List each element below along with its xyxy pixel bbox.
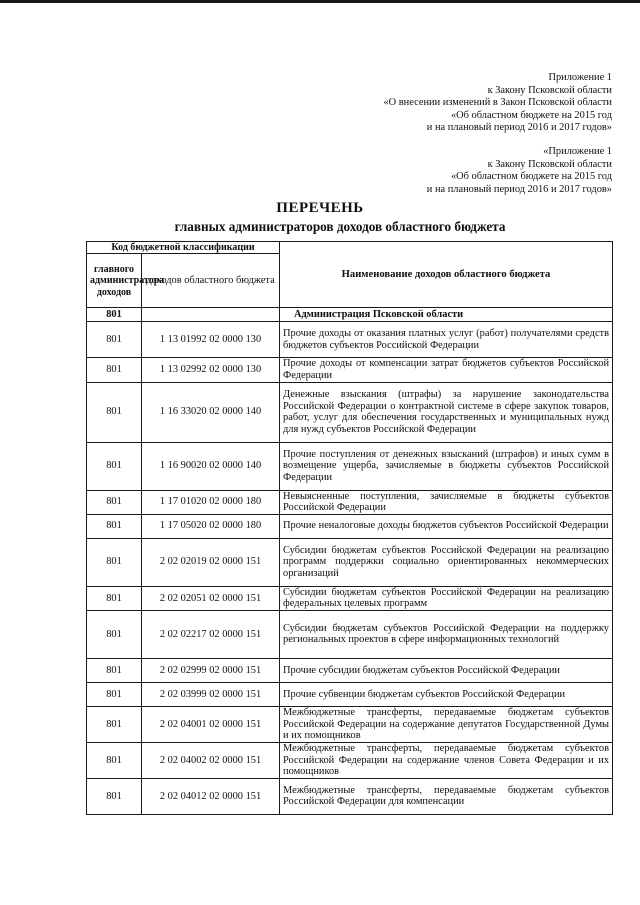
admin-code-cell: 801: [87, 382, 142, 442]
table-row: [87, 778, 613, 814]
annex-line: и на плановый период 2016 и 2017 годов»: [426, 122, 612, 134]
annex-line: «О внесении изменений в Закон Псковской области: [383, 97, 612, 109]
annex-line: к Закону Псковской области: [487, 84, 612, 96]
annex-line: и на плановый период 2016 и 2017 годов»: [426, 183, 612, 195]
income-code-cell: 2 02 02999 02 0000 151: [142, 658, 280, 682]
income-name-cell: Прочие поступления от денежных взысканий (штрафов) и иных сумм в возмещение ущерба, зачисляемые в бюджеты субъектов Российской Федерации: [280, 442, 613, 490]
scan-top-edge: [0, 0, 640, 3]
income-name-cell: Субсидии бюджетам субъектов Российской Федерации на реализацию программ поддержки социально ориентированных некоммерческих организаций: [280, 538, 613, 586]
income-name-cell: Межбюджетные трансферты, передаваемые бюджетам субъектов Российской Федерации на содержание депутатов Государственной Думы и их помощников: [280, 706, 613, 742]
income-code-cell: 1 17 05020 02 0000 180: [142, 514, 280, 538]
income-name-cell: Межбюджетные трансферты, передаваемые бюджетам субъектов Российской Федерации на содержание членов Совета Федерации и их помощников: [280, 742, 613, 778]
revenue-administrators-table: [86, 241, 613, 815]
income-name-cell: Прочие доходы от оказания платных услуг (работ) получателями средств бюджетов субъектов Российской Федерации: [280, 322, 613, 358]
table-row: [87, 586, 613, 610]
income-code-cell: 1 13 02992 02 0000 130: [142, 358, 280, 382]
annex-line: «Приложение 1: [543, 146, 612, 157]
table-row: [87, 322, 613, 358]
table-row: [87, 610, 613, 658]
income-name-cell: Денежные взыскания (штрафы) за нарушение законодательства Российской Федерации о контрактной системе в сфере закупок товаров, работ, услуг для обеспечения государственных и муниципальных нужд для нужд субъектов Российской Федерации: [280, 382, 613, 442]
table-row: [87, 658, 613, 682]
income-code-cell: 1 13 01992 02 0000 130: [142, 322, 280, 358]
admin-code-cell: 801: [87, 490, 142, 514]
admin-code-cell: 801: [87, 538, 142, 586]
admin-code-cell: 801: [87, 442, 142, 490]
annex-line: «Об областном бюджете на 2015 год: [450, 109, 612, 121]
table-row: [87, 706, 613, 742]
table-row: [87, 382, 613, 442]
header-group-code: Код бюджетной классификации: [87, 242, 280, 254]
annex-line: Приложение 1: [548, 72, 612, 83]
header-admin: главного администратора доходов: [87, 254, 142, 308]
table-row: [87, 538, 613, 586]
income-name-cell: Прочие субвенции бюджетам субъектов Российской Федерации: [280, 682, 613, 706]
document-subtitle: главных администраторов доходов областного бюджета: [174, 219, 506, 234]
table-body: [87, 308, 613, 815]
income-code-cell: 1 17 01020 02 0000 180: [142, 490, 280, 514]
header-income: доходов областного бюджета: [142, 254, 280, 308]
income-code-cell: 1 16 90020 02 0000 140: [142, 442, 280, 490]
admin-code-cell: 801: [87, 586, 142, 610]
org-code: 801: [87, 308, 142, 322]
table-row: [87, 514, 613, 538]
income-code-cell: 2 02 02019 02 0000 151: [142, 538, 280, 586]
admin-code-cell: 801: [87, 514, 142, 538]
org-empty-cell: [142, 308, 280, 322]
income-code-cell: 2 02 03999 02 0000 151: [142, 682, 280, 706]
document-title: ПЕРЕЧЕНЬ: [276, 200, 364, 216]
income-name-cell: Прочие неналоговые доходы бюджетов субъектов Российской Федерации: [280, 514, 613, 538]
annex-header-current: [383, 72, 612, 135]
table-row: [87, 442, 613, 490]
income-code-cell: 1 16 33020 02 0000 140: [142, 382, 280, 442]
income-code-cell: 2 02 04002 02 0000 151: [142, 742, 280, 778]
admin-code-cell: 801: [87, 682, 142, 706]
income-code-cell: 2 02 04001 02 0000 151: [142, 706, 280, 742]
income-name-cell: Субсидии бюджетам субъектов Российской Федерации на поддержку региональных проектов в сфере информационных технологий: [280, 610, 613, 658]
annex-line: «Об областном бюджете на 2015 год: [450, 171, 612, 183]
income-name-cell: Субсидии бюджетам субъектов Российской Федерации на реализацию федеральных целевых программ: [280, 586, 613, 610]
table-row: [87, 358, 613, 382]
income-code-cell: 2 02 02051 02 0000 151: [142, 586, 280, 610]
table-row: [87, 490, 613, 514]
income-code-cell: 2 02 02217 02 0000 151: [142, 610, 280, 658]
admin-code-cell: 801: [87, 778, 142, 814]
admin-code-cell: 801: [87, 610, 142, 658]
table-row: [87, 742, 613, 778]
admin-code-cell: 801: [87, 322, 142, 358]
admin-code-cell: 801: [87, 658, 142, 682]
annex-line: к Закону Псковской области: [487, 158, 612, 170]
header-name: Наименование доходов областного бюджета: [280, 242, 613, 308]
org-name: Администрация Псковской области: [280, 308, 613, 322]
admin-code-cell: 801: [87, 742, 142, 778]
income-name-cell: Невыясненные поступления, зачисляемые в бюджеты субъектов Российской Федерации: [280, 490, 613, 514]
annex-header-original: [427, 146, 612, 196]
income-name-cell: Прочие субсидии бюджетам субъектов Российской Федерации: [280, 658, 613, 682]
table-row: [87, 682, 613, 706]
income-code-cell: 2 02 04012 02 0000 151: [142, 778, 280, 814]
admin-code-cell: 801: [87, 358, 142, 382]
income-name-cell: Межбюджетные трансферты, передаваемые бюджетам субъектов Российской Федерации для компенсации: [280, 778, 613, 814]
org-row: [87, 308, 613, 322]
income-name-cell: Прочие доходы от компенсации затрат бюджетов субъектов Российской Федерации: [280, 358, 613, 382]
admin-code-cell: 801: [87, 706, 142, 742]
